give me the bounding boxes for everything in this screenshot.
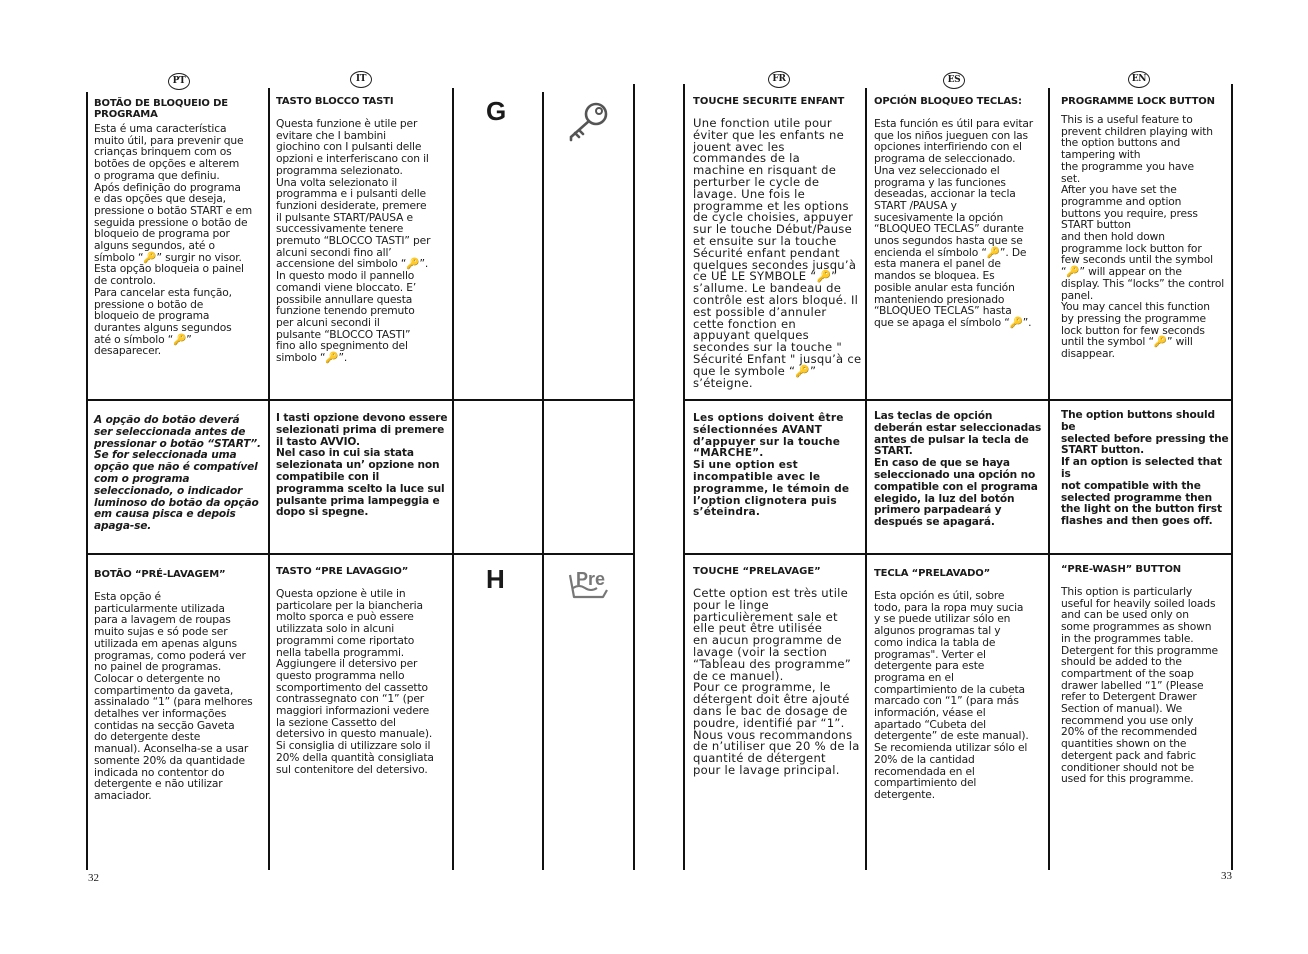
fr-prewash-section bbox=[693, 566, 863, 777]
section-body: This is a useful feature to prevent children playing with the option buttons and tampering with the programme you have set. After you have set the programme and option buttons you require, press START button and then hold down programme lock button for few seconds until the symbol “🔑” will appear on the display. This “locks” the control panel. You may cancel this function by pressing the programme lock button for few seconds until the symbol “🔑” will disappear. bbox=[1061, 113, 1225, 361]
it-option-note bbox=[276, 413, 450, 519]
column-divider bbox=[1048, 88, 1050, 870]
section-body: Une fonction utile pour éviter que les enfants ne jouent avec les commandes de la machine en risquant de perturber le cycle de lavage. Une fois le programme et les options de cycle choisies, appuyer sur le touche Début/Pause et ensuite sur la touche Sécurité enfant pendant quelques secondes jusqu’à ce UE LE SYMBOLE “🔑” s’allume. Le bandeau de contrôle est alors bloqué. Il est possible d’annuler cette fonction en appuyant quelques secondes sur la touche " Sécurité Enfant " jusqu’à ce que le symbole “🔑” s’éteigne. bbox=[693, 116, 862, 390]
language-flag-es: ES bbox=[943, 72, 965, 89]
section-heading: TASTO BLOCCO TASTI bbox=[276, 96, 394, 107]
section-heading: TOUCHE “PRELAVAGE” bbox=[693, 566, 821, 577]
pt-lock-section bbox=[94, 98, 264, 357]
section-body: Esta é uma característica muito útil, para prevenir que crianças brinquem com os botões de opções e alterem o programa que definiu. Após definição do programa e das opções que deseja, pressione o botão START e em seguida pressione o botão de bloqueio de programa por alguns segundos, até o símbolo “🔑” surgir no visor. Esta opção bloqueia o painel de controlo. Para cancelar esta função, pressione o botão de bloqueio de programa durantes alguns segundos até o símbolo “🔑” desaparecer. bbox=[94, 122, 252, 358]
en-option-note bbox=[1061, 410, 1231, 528]
page-number-left: 32 bbox=[88, 872, 99, 884]
section-body: Cette option est très utile pour le linge particulièrement sale et elle peut être utilisée en aucun programme de lavage (voir la section “Tableau des programme” de ce manuel). Pour ce programme, le détergent doit être ajouté dans le bac de dosage de poudre, identifié par “1”. Nous vous recommandons de n’utiliser que 20 % de la quantité de détergent pour le lavage principal. bbox=[693, 586, 860, 777]
pt-option-note bbox=[94, 415, 266, 533]
language-flag-en: EN bbox=[1128, 71, 1150, 88]
column-divider bbox=[268, 88, 270, 870]
row-divider bbox=[86, 553, 635, 555]
it-lock-section bbox=[276, 96, 450, 364]
section-heading: BOTÃO “PRÉ-LAVAGEM” bbox=[94, 569, 226, 580]
prewash-icon bbox=[567, 566, 615, 606]
note-text: I tasti opzione devono essere selezionati prima di premere il tasto AVVIO. Nel caso in cui sia stata selezionata un’ opzione non compatibile con il programma scelto la luce sul pulsante prima lampeggia e dopo si spegne. bbox=[276, 412, 448, 519]
section-heading: TOUCHE SECURITE ENFANT bbox=[693, 96, 845, 107]
section-heading: TASTO “PRE LAVAGGIO” bbox=[276, 566, 409, 577]
es-option-note bbox=[874, 411, 1046, 529]
fr-option-note bbox=[693, 413, 863, 519]
section-heading: PROGRAMME LOCK BUTTON bbox=[1061, 96, 1215, 107]
column-divider bbox=[683, 84, 685, 870]
section-body: Esta opción es útil, sobre todo, para la ropa muy sucia y se puede utilizar sólo en algunos programas tal y como indica la tabla de programas". Verter el detergente para este programa en el compartimiento de la cubeta marcado con “1” (para más información, véase el apartado “Cubeta del detergente” de este manual). Se recomienda utilizar sólo el 20% de la cantidad recomendada en el compartimiento del detergente. bbox=[874, 589, 1029, 801]
es-lock-section bbox=[874, 96, 1046, 329]
pt-prewash-section bbox=[94, 569, 266, 802]
section-body: Esta función es útil para evitar que los niños jueguen con las opciones interfiriendo con el programa de seleccionado. Una vez seleccionado el programa y las funciones deseadas, accionar la tecla START /PAUSA y sucesivamente la opción “BLOQUEO TECLAS” durante unos segundos hasta que se encienda el símbolo “🔑”. De esta manera el panel de mandos se bloquea. Es posible anular esta función manteniendo presionado “BLOQUEO TECLAS” hasta que se apaga el símbolo “🔑”. bbox=[874, 117, 1034, 329]
section-body: Questa opzione è utile in particolare per la biancheria molto sporca e può essere utilizzata solo in alcuni programmi come riportato nella tabella programmi. Aggiungere il detersivo per questo programma nello scomportimento del cassetto contrassegnato con “1” (per maggiori informazioni vedere la sezione Cassetto del detersivo in questo manuale). Si consiglia di utilizzare solo il 20% della quantità consigliata sul contenitore del detersivo. bbox=[276, 587, 434, 776]
column-divider bbox=[452, 88, 454, 870]
language-flag-pt: PT bbox=[168, 73, 190, 90]
note-text: The option buttons should be selected before pressing the START button. If an option is selected that is not compatible with the selected programme then the light on the button first flashes and then goes off. bbox=[1061, 409, 1229, 528]
row-divider bbox=[86, 399, 635, 401]
note-text: A opção do botão deverá ser seleccionada antes de pressionar o botão “START”. Se for seleccionada uma opção que não é compatível com o programa seleccionado, o indicador luminoso do botão da opção em causa pisca e depois apaga-se. bbox=[94, 414, 261, 533]
section-heading: BOTÃO DE BLOQUEIO DE PROGRAMA bbox=[94, 98, 228, 120]
column-divider bbox=[633, 84, 635, 870]
es-prewash-section bbox=[874, 568, 1046, 801]
it-prewash-section bbox=[276, 566, 450, 775]
page-number-right: 33 bbox=[1221, 870, 1232, 882]
column-divider bbox=[542, 92, 544, 870]
section-heading: “PRE-WASH” BUTTON bbox=[1061, 564, 1182, 575]
section-letter-h: H bbox=[486, 564, 505, 594]
section-heading: TECLA “PRELAVADO” bbox=[874, 568, 991, 579]
en-prewash-section bbox=[1061, 564, 1231, 785]
note-text: Las teclas de opción deberán estar seleccionadas antes de pulsar la tecla de START. En caso de que se haya seleccionado una opción no compatible con el programa elegido, la luz del botón primero parpadeará y después se apagará. bbox=[874, 410, 1042, 529]
column-divider bbox=[865, 88, 867, 870]
fr-lock-section bbox=[693, 96, 863, 389]
note-text: Les options doivent être sélectionnées AVANT d’appuyer sur la touche “MARCHE”. Si une option est incompatible avec le programme, le témoin de l’option clignotera puis s’éteindra. bbox=[693, 412, 850, 519]
row-divider bbox=[683, 553, 1233, 555]
section-letter-g: G bbox=[486, 96, 507, 126]
section-body: Questa funzione è utile per evitare che I bambini giochino con I pulsanti delle opzioni e interferiscano con il programma selezionato. Una volta selezionato il programma e i pulsanti delle funzioni desiderate, premere il pulsante START/PAUSA e successivamente tenere premuto “BLOCCO TASTI” per alcuni secondi fino all’ accensione del simbolo “🔑”. In questo modo il pannello comandi viene bloccato. E’ possibile annullare questa funzione tenendo premuto per alcuni secondi il pulsante “BLOCCO TASTI” fino allo spegnimento del simbolo “🔑”. bbox=[276, 117, 431, 365]
section-body: This option is particularly useful for heavily soiled loads and can be used only on some programmes as shown in the programmes table. Detergent for this programme should be added to the compartment of the soap drawer labelled “1” (Please refer to Detergent Drawer Section of manual). We recommend you use only 20% of the recommended quantities shown on the detergent pack and fabric conditioner should not be used for this programme. bbox=[1061, 585, 1218, 786]
key-icon bbox=[566, 100, 612, 146]
prewash-label: Pre bbox=[576, 569, 606, 589]
language-flag-it: IT bbox=[350, 71, 372, 88]
language-flag-fr: FR bbox=[768, 71, 790, 88]
en-lock-section bbox=[1061, 96, 1231, 360]
column-divider bbox=[86, 92, 88, 870]
column-divider bbox=[1231, 84, 1233, 870]
row-divider bbox=[683, 399, 1233, 401]
section-body: Esta opção é particularmente utilizada para a lavagem de roupas muito sujas e só pode ser utilizada em apenas alguns programas, como poderá ver no painel de programas. Colocar o detergente no compartimento da gaveta, assinalado “1” (para melhores detalhes ver informações contidas na secção Gaveta do detergente deste manual). Aconselha-se a usar somente 20% da quantidade indicada no contentor do detergente e não utilizar amaciador. bbox=[94, 590, 253, 802]
section-heading: OPCIÓN BLOQUEO TECLAS: bbox=[874, 96, 1022, 107]
